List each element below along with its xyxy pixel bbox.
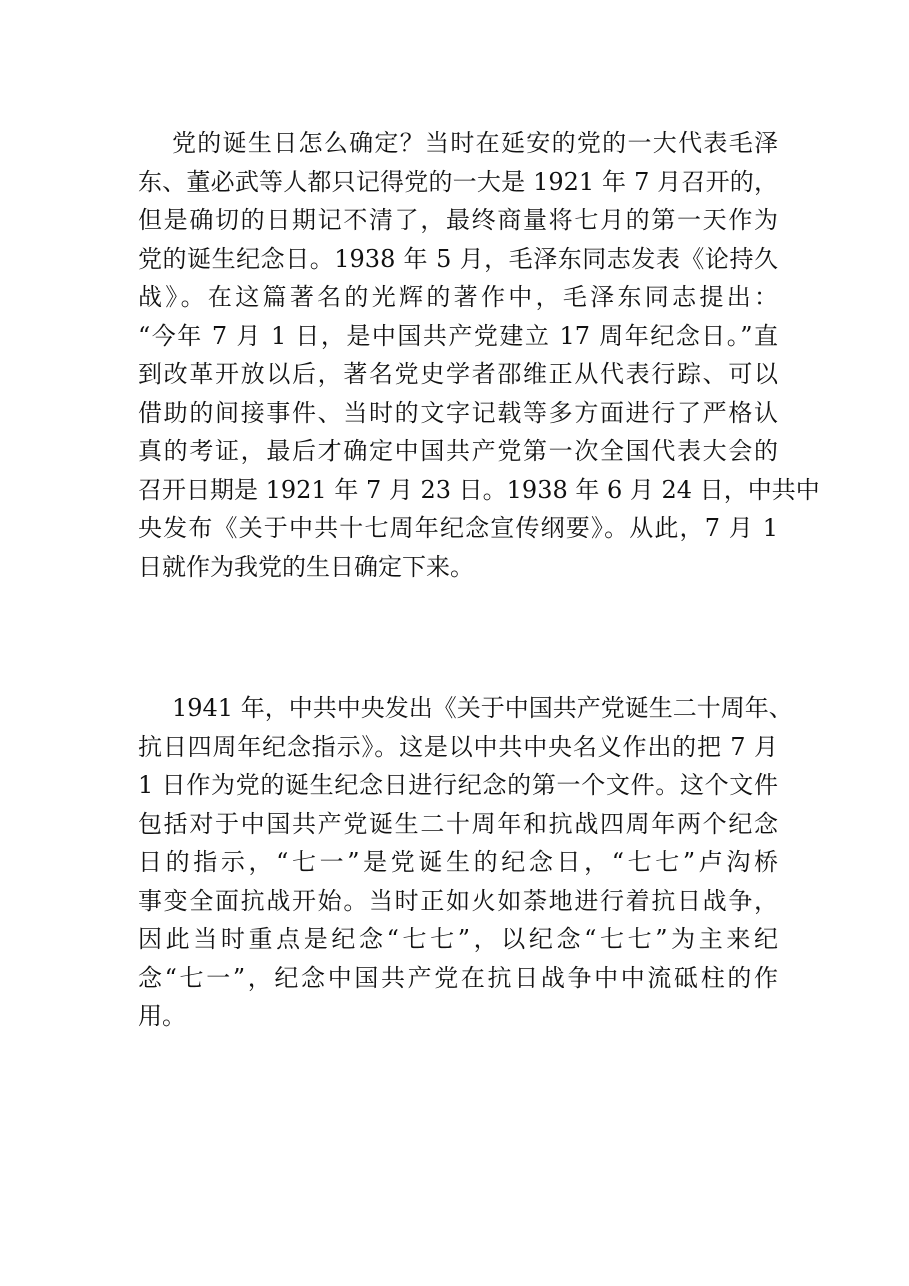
text-line: 央发布《关于中共十七周年纪念宣传纲要》。从此，7 月 1 <box>138 514 778 542</box>
text-line: 真的考证，最后才确定中国共产党第一次全国代表大会的 <box>138 437 778 465</box>
text-line: 念“七一”，纪念中国共产党在抗日战争中中流砥柱的作 <box>138 963 778 992</box>
text-line: 抗日四周年纪念指示》。这是以中共中央名义作出的把 7 月 <box>138 732 778 761</box>
text-line: 东、董必武等人都只记得党的一大是 1921 年 7 月召开的， <box>138 167 778 196</box>
text-line: 事变全面抗战开始。当时正如火如荼地进行着抗日战争， <box>138 886 778 915</box>
text-line: 日的指示，“七一”是党诞生的纪念日，“七七”卢沟桥 <box>138 848 778 876</box>
paragraph-party-birthday <box>138 124 820 586</box>
text-line: 党的诞生纪念日。1938 年 5 月，毛泽东同志发表《论持久 <box>138 244 778 273</box>
text-line: 用。 <box>138 1002 186 1030</box>
text-line: 借助的间接事件、当时的文字记载等多方面进行了严格认 <box>138 398 778 427</box>
text-line: 因此当时重点是纪念“七七”，以纪念“七七”为主来纪 <box>138 925 778 953</box>
text-line: “今年 7 月 1 日，是中国共产党建立 17 周年纪念日。”直 <box>138 321 778 350</box>
text-line: 党的诞生日怎么确定？当时在延安的党的一大代表毛泽 <box>172 129 778 157</box>
text-line: 战》。在这篇著名的光辉的著作中，毛泽东同志提出： <box>138 283 778 311</box>
text-line: 日就作为我党的生日确定下来。 <box>138 552 474 581</box>
text-line: 但是确切的日期记不清了，最终商量将七月的第一天作为 <box>138 206 778 234</box>
text-line: 到改革开放以后，著名党史学者邵维正从代表行踪、可以 <box>138 360 778 388</box>
text-line: 1 日作为党的诞生纪念日进行纪念的第一个文件。这个文件 <box>138 771 778 799</box>
paragraph-1941-directive <box>138 689 793 1036</box>
text-line: 召开日期是 1921 年 7 月 23 日。1938 年 6 月 24 日，中共中 <box>138 475 820 504</box>
text-line: 包括对于中国共产党诞生二十周年和抗战四周年两个纪念 <box>138 809 778 838</box>
text-line: 1941 年，中共中央发出《关于中国共产党诞生二十周年、 <box>172 694 793 722</box>
